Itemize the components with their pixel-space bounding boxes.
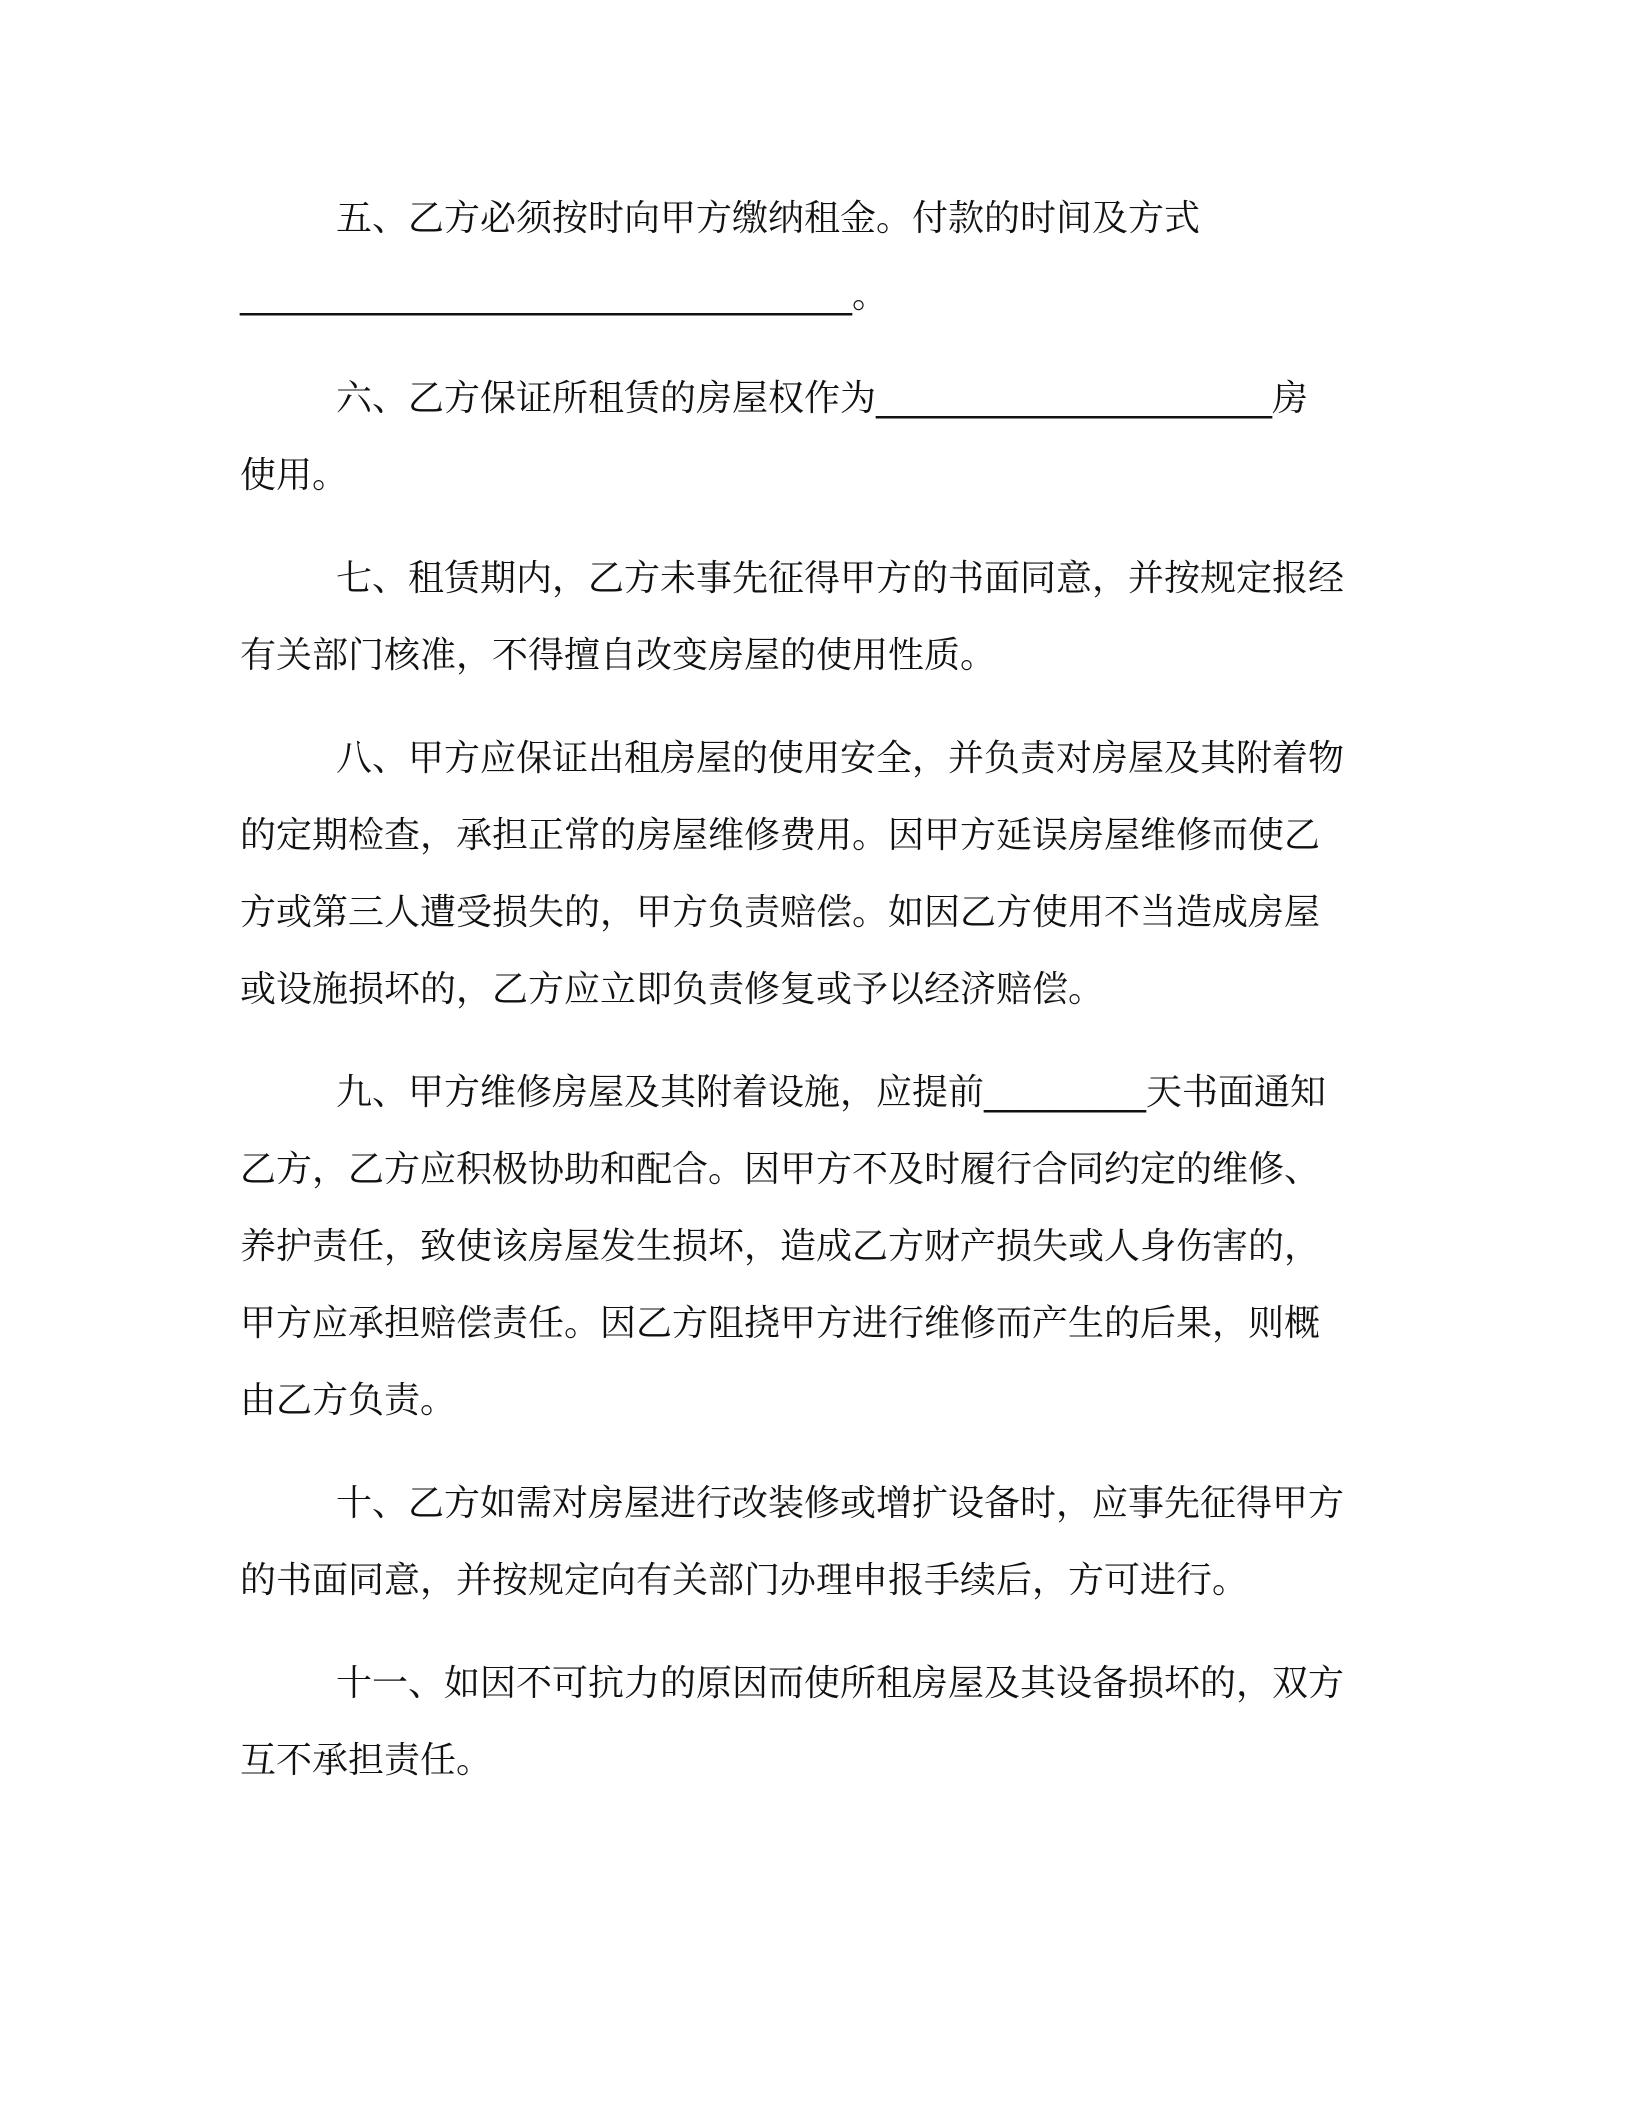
clause-9-line-3: 养护责任，致使该房屋发生损坏，造成乙方财产损失或人身伤害的， [240, 1226, 1321, 1267]
clause-10 [240, 1465, 1390, 1619]
contract-body [240, 180, 1390, 1825]
clause-11-line-1: 十一、如因不可抗力的原因而使所租房屋及其设备损坏的，双方 [336, 1663, 1345, 1704]
clause-8-line-1: 八、甲方应保证出租房屋的使用安全，并负责对房屋及其附着物 [336, 738, 1345, 779]
clause-5-line-1: 五、乙方必须按时向甲方缴纳租金。付款的时间及方式 [336, 198, 1201, 239]
clause-6 [240, 360, 1390, 514]
clause-5 [240, 180, 1390, 334]
clause-9 [240, 1054, 1390, 1439]
clause-6-line-2: 使用。 [240, 455, 349, 496]
clause-6-line-1: 六、乙方保证所租赁的房屋权作为______________________房 [336, 378, 1309, 419]
clause-9-line-5: 由乙方负责。 [240, 1380, 457, 1421]
clause-10-line-2: 的书面同意，并按规定向有关部门办理申报手续后，方可进行。 [240, 1560, 1249, 1601]
clause-9-line-1: 九、甲方维修房屋及其附着设施，应提前_________天书面通知 [336, 1072, 1327, 1113]
clause-8 [240, 720, 1390, 1028]
clause-7 [240, 540, 1390, 694]
clause-11 [240, 1645, 1390, 1799]
clause-8-line-2: 的定期检查，承担正常的房屋维修费用。因甲方延误房屋维修而使乙 [240, 815, 1321, 856]
clause-7-line-2: 有关部门核准，不得擅自改变房屋的使用性质。 [240, 635, 997, 676]
clause-8-line-3: 方或第三人遭受损失的，甲方负责赔偿。如因乙方使用不当造成房屋 [240, 892, 1321, 933]
clause-9-line-4: 甲方应承担赔偿责任。因乙方阻挠甲方进行维修而产生的后果，则概 [240, 1303, 1321, 1344]
clause-9-line-2: 乙方，乙方应积极协助和配合。因甲方不及时履行合同约定的维修、 [240, 1149, 1321, 1190]
clause-10-line-1: 十、乙方如需对房屋进行改装修或增扩设备时，应事先征得甲方 [336, 1483, 1345, 1524]
clause-7-line-1: 七、租赁期内，乙方未事先征得甲方的书面同意，并按规定报经 [336, 558, 1345, 599]
clause-8-line-4: 或设施损坏的，乙方应立即负责修复或予以经济赔偿。 [240, 969, 1105, 1010]
clause-11-line-2: 互不承担责任。 [240, 1740, 493, 1781]
clause-5-line-2: __________________________________。 [240, 275, 888, 316]
